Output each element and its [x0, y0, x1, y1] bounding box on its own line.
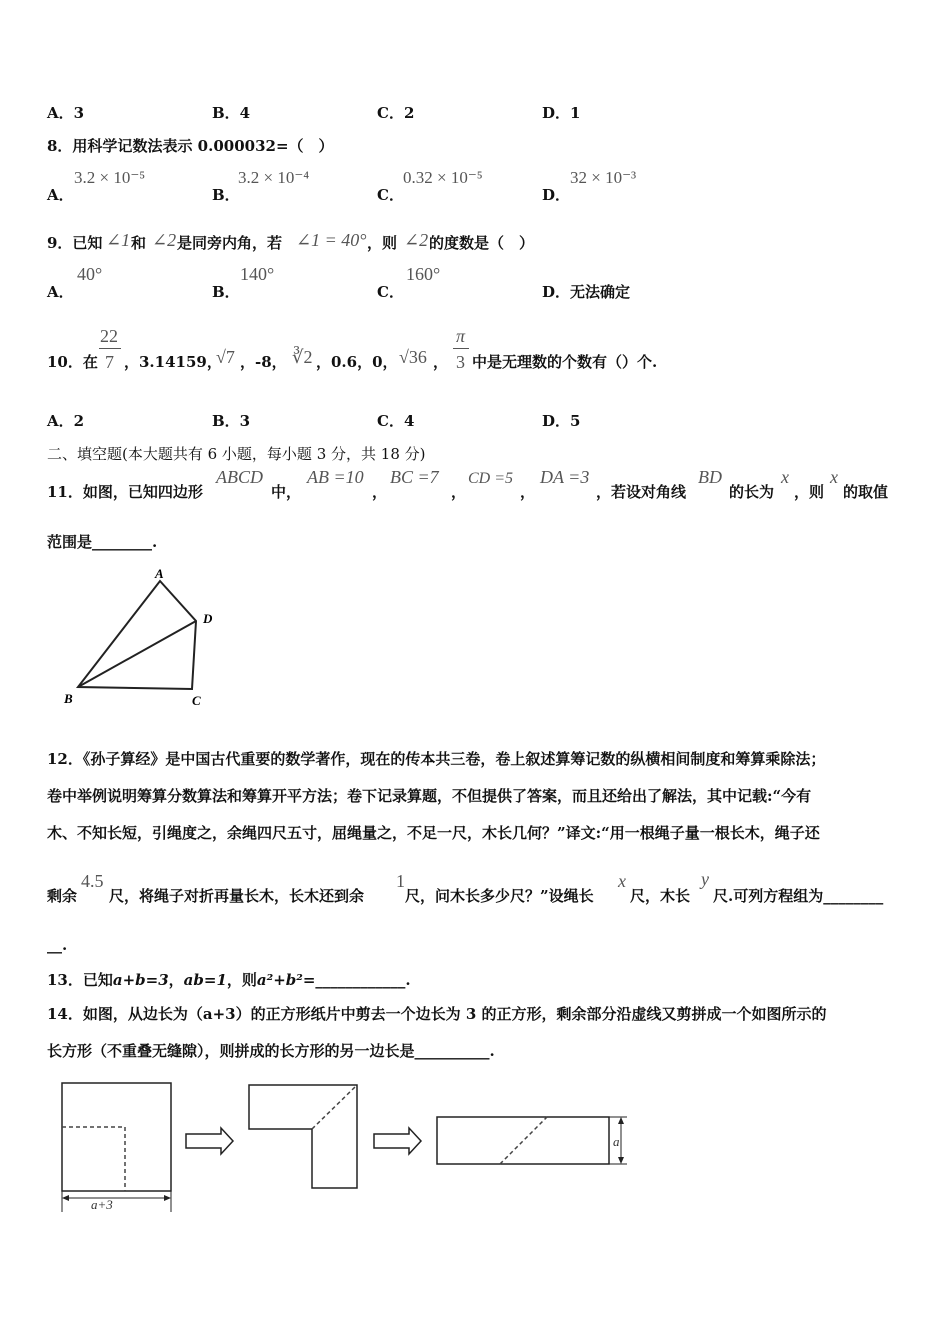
- q10-option-c: C．4: [377, 412, 415, 430]
- q10-option-d: D．5: [542, 412, 581, 430]
- q10-option-a: A．2: [47, 412, 85, 430]
- rectangle-diagonal: [500, 1117, 547, 1164]
- arrow-right-icon: [374, 1128, 421, 1154]
- q10-text-1: ，3.14159，: [124, 353, 222, 371]
- cut-line: [62, 1127, 125, 1191]
- q11-t2: 的长为: [729, 483, 775, 501]
- q9-stem-mid: 是同旁内角，若: [177, 234, 283, 252]
- arrowhead-down: [618, 1157, 624, 1164]
- q10-num: 10．在: [47, 353, 98, 371]
- q8-option-a-value: 3.2 × 10⁻⁵: [74, 168, 146, 187]
- q14-line1: 14．如图，从边长为（a+3）的正方形纸片中剪去一个边长为 3 的正方形，剩余部分沿虚线又剪拼成一个如图所示的: [47, 1005, 827, 1023]
- q10-frac-num: 22: [100, 326, 118, 346]
- quadrilateral-abcd: [78, 581, 196, 689]
- diagonal-cut: [312, 1087, 355, 1129]
- q8-stem: 8．用科学记数法表示 0.000032=（ ）: [47, 137, 334, 155]
- q7-option-b: B．4: [212, 104, 251, 122]
- l-shape: [249, 1085, 357, 1188]
- q13-line: [47, 970, 411, 990]
- q7-option-a: A．3: [47, 104, 85, 122]
- q12-line5: __.: [47, 936, 68, 954]
- diagonal-bd: [78, 621, 196, 687]
- q11-bc: BC =7: [390, 467, 439, 487]
- q12-var-x: x: [618, 871, 626, 891]
- q11-t4: 的取值: [843, 483, 889, 501]
- q8-option-c-value: 0.32 × 10⁻⁵: [403, 168, 483, 187]
- q13-text: ，则: [226, 971, 257, 989]
- q11-mid: 中，: [271, 483, 302, 501]
- q11-abcd: ABCD: [216, 467, 263, 487]
- q10-text-4: ，: [433, 353, 449, 371]
- q9-option-c-label: C．: [377, 283, 404, 301]
- q7-option-d: D．1: [542, 104, 581, 122]
- q10-text-2: ，-8，: [240, 353, 287, 371]
- q9-angle2b: ∠2: [404, 230, 429, 250]
- vertex-b-label: B: [64, 691, 73, 706]
- dimension-label-a: a: [613, 1134, 620, 1149]
- q13-expression: a²+b²=: [256, 971, 316, 989]
- q9-option-b-value: 140°: [240, 264, 275, 284]
- q12-line3: 木、不知长短，引绳度之，余绳四尺五寸，屈绳量之，不足一尺，木长几何？”译文:“用一根绳子量一根长木，绳子还: [47, 824, 820, 842]
- q11-ab: AB =10: [307, 467, 364, 487]
- q11-x2: x: [830, 467, 838, 487]
- q11-comma-2: ，: [451, 483, 467, 501]
- q9-stem-mid2: ，则: [367, 234, 398, 252]
- vertex-c-label: C: [192, 693, 201, 708]
- q10-pi-den: 3: [456, 352, 465, 372]
- q8-option-c-label: C．: [377, 186, 404, 204]
- q9-and: 和: [131, 234, 147, 252]
- q9-angle1: ∠1: [106, 230, 131, 250]
- q13-sep: ，: [168, 971, 184, 989]
- dimension-label-a-plus-3: a+3: [91, 1197, 113, 1212]
- q14-figure: [55, 1078, 645, 1218]
- q8-option-b-label: B．: [212, 186, 240, 204]
- q11-da: DA =3: [540, 467, 590, 487]
- arrowhead-up: [618, 1117, 624, 1124]
- q14-line2: 长方形（不重叠无缝隙），则拼成的长方形的另一边长是__________.: [47, 1042, 495, 1060]
- q11-comma-1: ，: [372, 483, 388, 501]
- big-square: [62, 1083, 171, 1191]
- q11-cd: CD =5: [468, 470, 514, 487]
- q8-option-d-label: D．: [542, 186, 571, 204]
- q12-line4-e: 尺.可列方程组为________: [713, 887, 884, 905]
- q9-option-a-value: 40°: [77, 264, 103, 284]
- q12-value-1: 1: [396, 871, 405, 891]
- q12-line4-a: 剩余: [47, 887, 78, 905]
- vertex-a-label: A: [155, 566, 164, 581]
- q10-pi-bar: [453, 348, 469, 349]
- q12-value-4-5: 4.5: [81, 871, 104, 891]
- q9-stem-post: 的度数是（ ）: [429, 234, 535, 252]
- q12-line2: 卷中举例说明筹算分数算法和筹算开平方法；卷下记录算题，不但提供了答案，而且还给出了解法，其中记载:“今有: [47, 787, 812, 805]
- section-heading: 二、填空题(本大题共有 6 小题，每小题 3 分，共 18 分): [47, 445, 426, 463]
- q11-quadrilateral-figure: [60, 565, 230, 710]
- q11-pre: 11．如图，已知四边形: [47, 483, 203, 501]
- q10-sqrt7: √7: [216, 347, 235, 367]
- q11-bd: BD: [698, 467, 722, 487]
- q11-comma-3: ，: [520, 483, 536, 501]
- q12-line4-b: 尺，将绳子对折再量长木，长木还到余: [109, 887, 365, 905]
- q13-cond-1: a+b=3: [112, 971, 169, 989]
- q13-cond-2: ab=1: [183, 971, 227, 989]
- q10-cbrt2: ∛2: [292, 347, 313, 367]
- q10-sqrt36: √36: [399, 347, 427, 367]
- result-rectangle: [437, 1117, 609, 1164]
- q11-t3: ，则: [794, 483, 825, 501]
- vertex-d-label: D: [203, 611, 213, 626]
- q12-line4-c: 尺，问木长多少尺？”设绳长: [405, 887, 594, 905]
- q11-t1: ，若设对角线: [596, 483, 687, 501]
- q9-angle2: ∠2: [152, 230, 177, 250]
- q12-var-y: y: [701, 869, 709, 889]
- q10-text-5: 中是无理数的个数有（）个.: [472, 353, 658, 371]
- q9-stem-pre: 9．已知: [47, 234, 103, 252]
- arrowhead-right: [164, 1195, 171, 1201]
- q9-option-a-label: A．: [47, 283, 74, 301]
- q10-frac-den: 7: [105, 352, 114, 372]
- q13-pre: 13．已知: [47, 971, 113, 989]
- q10-option-b: B．3: [212, 412, 251, 430]
- q8-option-d-value: 32 × 10⁻³: [570, 168, 637, 187]
- q10-frac-bar: [99, 348, 121, 349]
- arrow-right-icon: [186, 1128, 233, 1154]
- q10-text-3: ，0.6，0，: [316, 353, 398, 371]
- q8-option-a-label: A．: [47, 186, 74, 204]
- q12-line4-d: 尺，木长: [630, 887, 691, 905]
- q13-blank: ____________.: [315, 971, 411, 989]
- q11-line2: 范围是________.: [47, 533, 158, 551]
- q9-option-d: D．无法确定: [542, 283, 631, 301]
- q9-option-b-label: B．: [212, 283, 240, 301]
- arrowhead-left: [62, 1195, 69, 1201]
- q7-option-c: C．2: [377, 104, 415, 122]
- q9-option-c-value: 160°: [406, 264, 441, 284]
- q9-condition: ∠1 = 40°: [296, 230, 367, 250]
- q11-x1: x: [781, 467, 789, 487]
- q8-option-b-value: 3.2 × 10⁻⁴: [238, 168, 310, 187]
- q12-line1: 12．《孙子算经》是中国古代重要的数学著作，现在的传本共三卷，卷上叙述算筹记数的纵横相间制度和筹算乘除法；: [47, 750, 826, 768]
- q10-pi-num: π: [456, 326, 466, 346]
